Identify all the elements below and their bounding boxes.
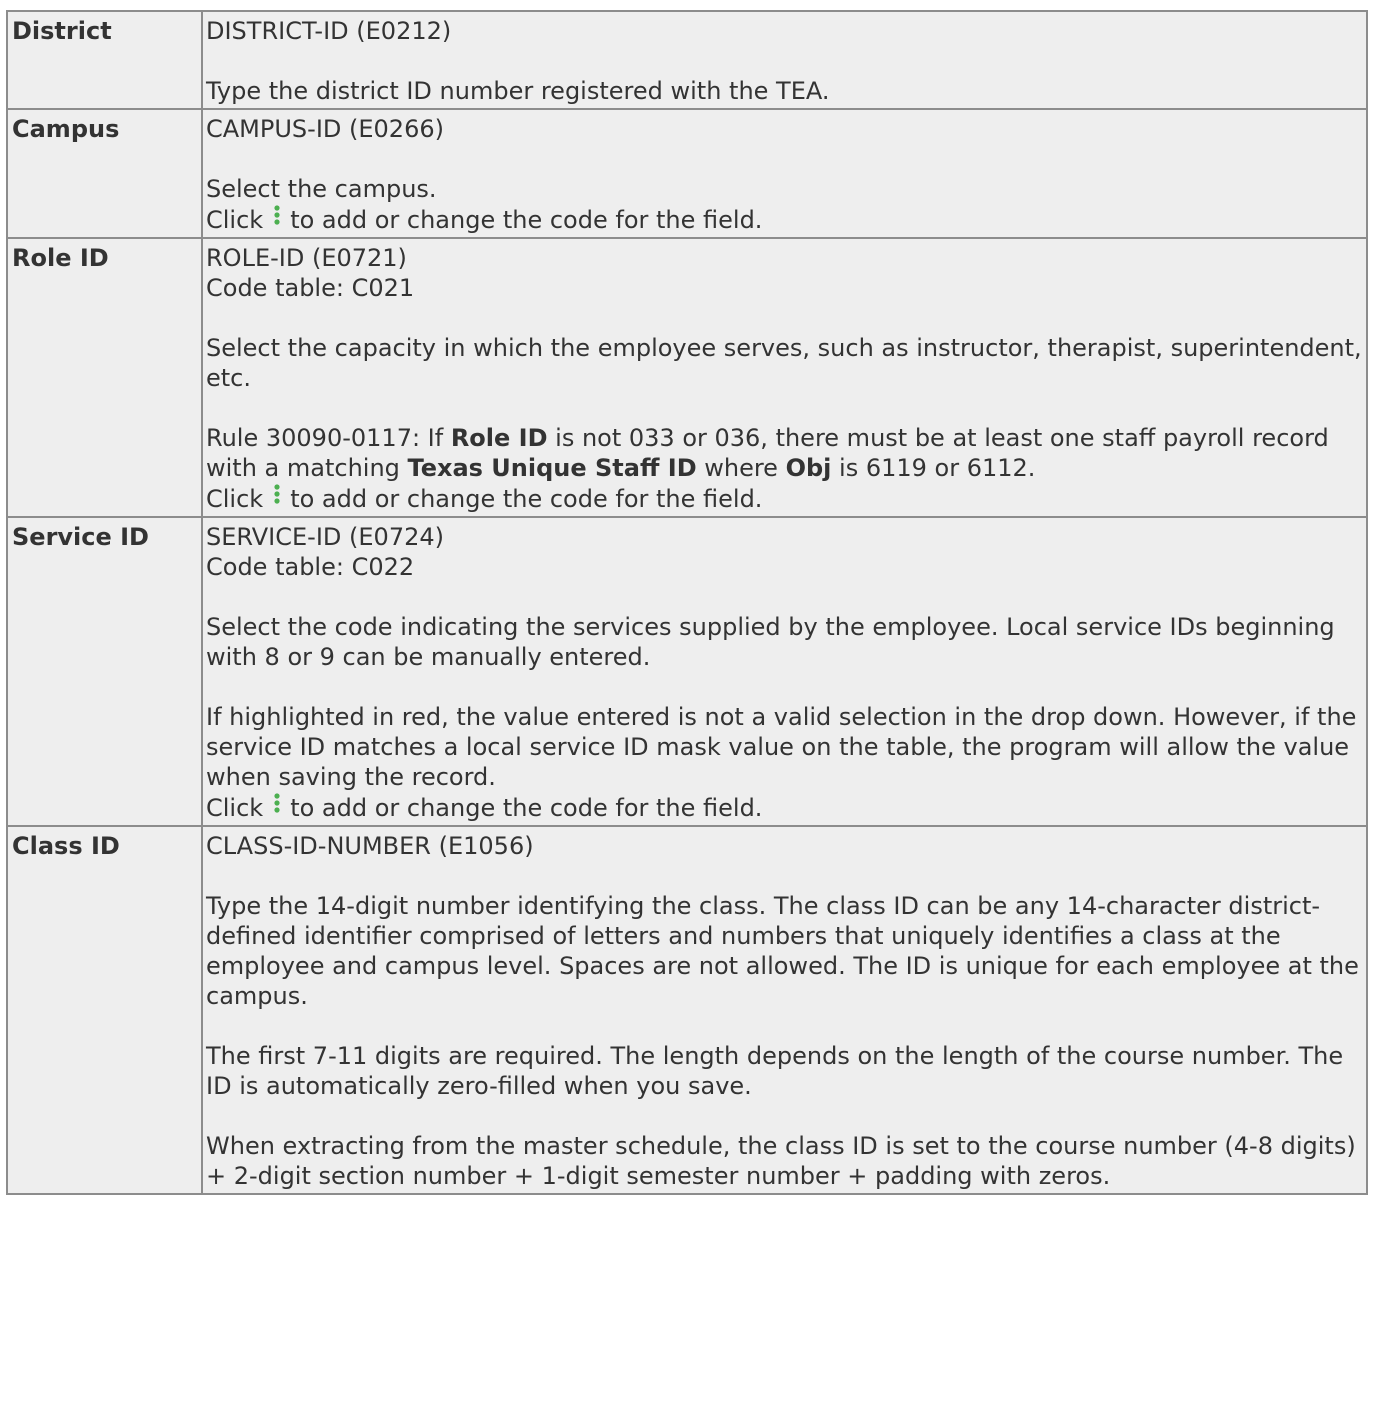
description-text: Select the code indicating the services supplied by the employee. Local service IDs beginning with 8 or 9 can be manually entered.	[206, 613, 1335, 671]
field-description	[202, 826, 1367, 1194]
table-row-campus	[7, 109, 1367, 238]
field-label: Service ID	[7, 517, 202, 826]
table-row-service-id	[7, 517, 1367, 826]
description-text: Type the district ID number registered with the TEA.	[206, 77, 830, 105]
description-text: If highlighted in red, the value entered is not a valid selection in the drop down. However, if the service ID matches a local service ID mask value on the table, the program will allow the value when saving the record.	[206, 703, 1357, 791]
element-id: DISTRICT-ID (E0212)	[206, 17, 452, 45]
element-id: SERVICE-ID (E0724)	[206, 523, 444, 551]
field-description	[202, 11, 1367, 109]
description-text: Select the campus.	[206, 175, 437, 203]
click-instruction: Click to add or change the code for the field.	[206, 794, 763, 822]
click-instruction: Click to add or change the code for the field.	[206, 485, 763, 513]
table-row-class-id	[7, 826, 1367, 1194]
field-label: Class ID	[7, 826, 202, 1194]
field-label: District	[7, 11, 202, 109]
validation-rule: Rule 30090-0117: If Role ID is not 033 or 036, there must be at least one staff payroll record with a matching Texas Unique Staff ID where Obj is 6119 or 6112.	[206, 424, 1329, 482]
table-row-role-id	[7, 238, 1367, 517]
field-label: Role ID	[7, 238, 202, 517]
description-text: Select the capacity in which the employee serves, such as instructor, therapist, superintendent, etc.	[206, 334, 1362, 392]
element-id: ROLE-ID (E0721)	[206, 244, 407, 272]
field-description	[202, 238, 1367, 517]
field-description	[202, 109, 1367, 238]
click-instruction: Click to add or change the code for the field.	[206, 206, 763, 234]
field-label: Campus	[7, 109, 202, 238]
element-id: CLASS-ID-NUMBER (E1056)	[206, 832, 534, 860]
code-table: Code table: C021	[206, 274, 415, 302]
table-row-district	[7, 11, 1367, 109]
vertical-ellipsis-icon	[267, 483, 287, 509]
element-id: CAMPUS-ID (E0266)	[206, 115, 444, 143]
code-table: Code table: C022	[206, 553, 415, 581]
field-description-table	[6, 10, 1368, 1195]
field-description	[202, 517, 1367, 826]
vertical-ellipsis-icon	[267, 792, 287, 818]
description-text: Type the 14-digit number identifying the class. The class ID can be any 14-character district-defined identifier comprised of letters and numbers that uniquely identifies a class at the employee and campus level. Spaces are not allowed. The ID is unique for each employee at the campus.	[206, 892, 1359, 1010]
description-text: When extracting from the master schedule, the class ID is set to the course number (4-8 digits) + 2-digit section number + 1-digit semester number + padding with zeros.	[206, 1132, 1356, 1190]
description-text: The first 7-11 digits are required. The length depends on the length of the course number. The ID is automatically zero-filled when you save.	[206, 1042, 1344, 1100]
vertical-ellipsis-icon	[267, 204, 287, 230]
